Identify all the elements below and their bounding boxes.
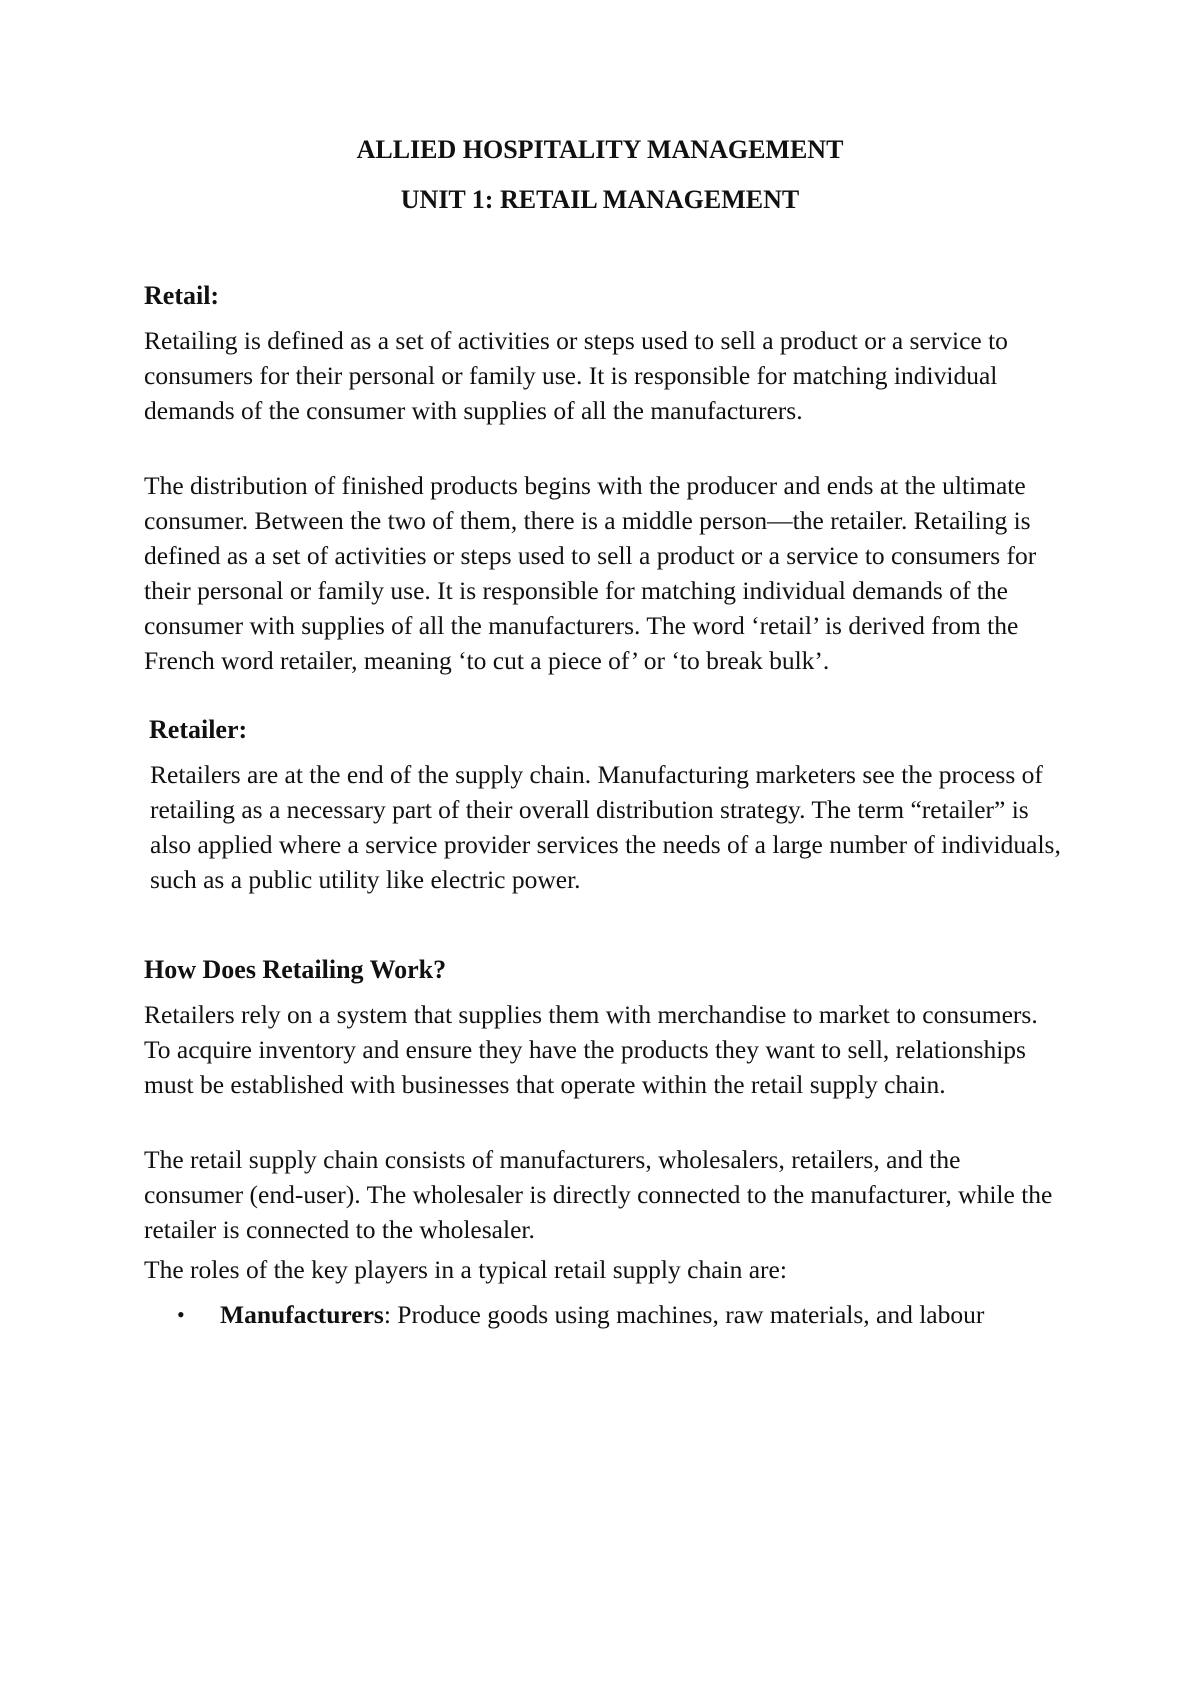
retailer-paragraph-1: Retailers are at the end of the supply chain. Manufacturing marketers see the process of retailing as a necessary part of their overall distribution strategy. The term “retailer” is also applied where a service provider services the needs of a large number of individuals, such as a public utility like electric power. <box>150 760 1061 894</box>
supply-chain-roles-list <box>144 1297 1064 1332</box>
document-title: ALLIED HOSPITALITY MANAGEMENT <box>356 135 844 164</box>
retail-paragraph-1: Retailing is defined as a set of activities or steps used to sell a product or a service to consumers for their personal or family use. It is responsible for matching individual demands of the consumer with supplies of all the manufacturers. <box>144 326 1008 425</box>
how-it-works-paragraph-2: The retail supply chain consists of manufacturers, wholesalers, retailers, and the consumer (end-user). The wholesaler is directly connected to the manufacturer, while the retailer is connected to the wholesaler. <box>144 1145 1053 1244</box>
list-item-term: Manufacturers <box>220 1300 384 1329</box>
section-heading-how-retailing-works: How Does Retailing Work? <box>144 955 447 984</box>
bullet-icon: • <box>177 1302 185 1327</box>
section-heading-retailer: Retailer: <box>149 715 248 744</box>
how-it-works-paragraph-1: Retailers rely on a system that supplies them with merchandise to market to consumers. To acquire inventory and ensure they have the products they want to sell, relationships must be established with businesses that operate within the retail supply chain. <box>144 1000 1038 1099</box>
how-it-works-paragraph-3: The roles of the key players in a typical retail supply chain are: <box>144 1255 787 1284</box>
retail-paragraph-2: The distribution of finished products begins with the producer and ends at the ultimate consumer. Between the two of them, there is a middle person—the retailer. Retailing is defined as a set of activities or steps used to sell a product or a service to consumers for their personal or family use. It is responsible for matching individual demands of the consumer with supplies of all the manufacturers. The word ‘retail’ is derived from the French word retailer, meaning ‘to cut a piece of’ or ‘to break bulk’. <box>144 471 1037 675</box>
document-subtitle: UNIT 1: RETAIL MANAGEMENT <box>400 185 800 214</box>
list-item-text: : Produce goods using machines, raw materials, and labour <box>383 1300 985 1329</box>
list-item <box>144 1297 1064 1332</box>
section-heading-retail: Retail: <box>144 281 220 310</box>
